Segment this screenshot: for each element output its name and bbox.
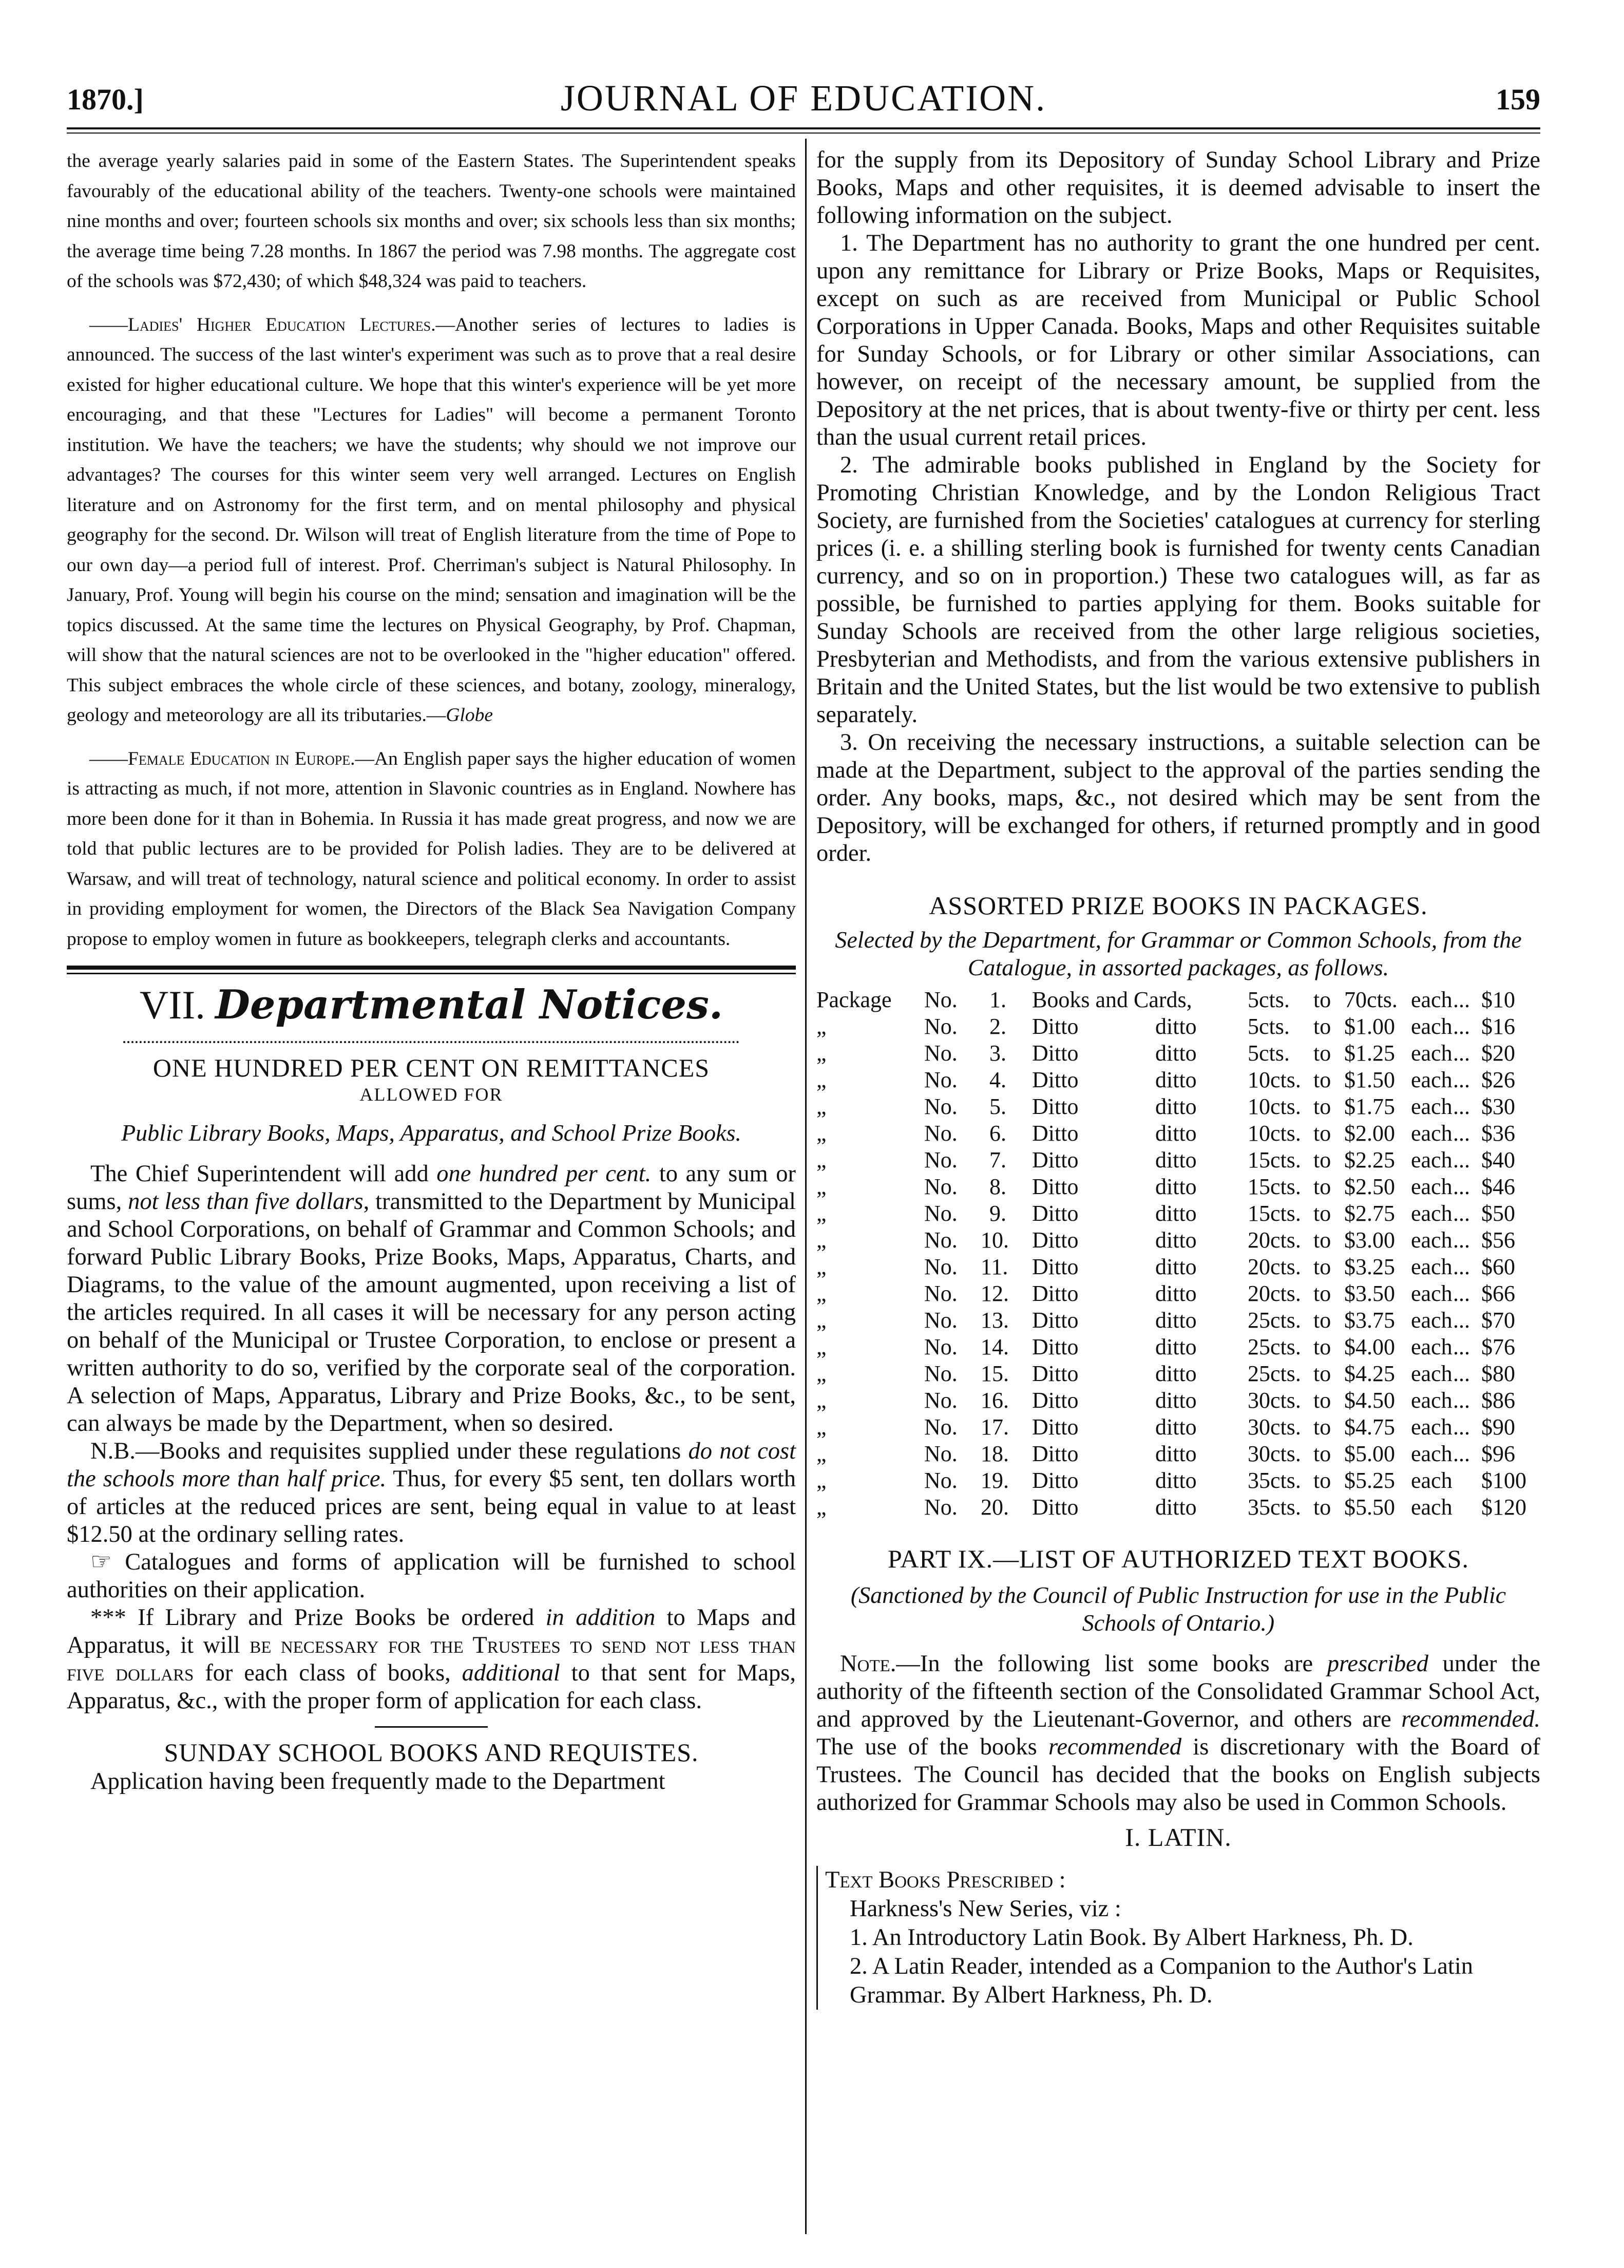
package-cell-p2: $1.75 <box>1344 1094 1395 1119</box>
package-cell-dots: ... <box>1453 1041 1470 1066</box>
package-cell-num: 14. <box>981 1334 1009 1359</box>
package-cell-dots: ... <box>1453 987 1470 1012</box>
package-cell-no: No. <box>924 1174 958 1199</box>
package-cell-dots: ... <box>1453 1147 1470 1173</box>
package-cell-dots: ... <box>1453 1121 1470 1146</box>
package-cell-pkg: „ <box>816 1201 827 1226</box>
package-cell-p1: 25cts. <box>1248 1334 1301 1359</box>
package-cell-p2: $3.75 <box>1344 1308 1395 1333</box>
package-cell-dots: ... <box>1453 1334 1470 1359</box>
package-cell-no: No. <box>924 1121 958 1146</box>
package-cell-pkg: „ <box>816 1067 827 1092</box>
package-row <box>816 1494 1540 1521</box>
package-cell-d2: ditto <box>1155 1121 1197 1146</box>
package-cell-p1: 15cts. <box>1248 1174 1301 1199</box>
package-cell-p2: $3.00 <box>1344 1227 1395 1253</box>
package-cell-each: each <box>1411 1094 1453 1119</box>
package-cell-each: each <box>1411 1227 1453 1253</box>
package-cell-amt: $76 <box>1481 1334 1515 1359</box>
package-cell-p1: 35cts. <box>1248 1468 1301 1493</box>
sunday-school-continuation: for the supply from its Depository of Sunday School Library and Prize Books, Maps and other requisites, it is deemed advisable to insert the following information on the subject. <box>816 147 1540 229</box>
package-cell-no: No. <box>924 1414 958 1440</box>
package-cell-no: No. <box>924 1014 958 1039</box>
package-cell-num: 13. <box>981 1308 1009 1333</box>
package-cell-dots: ... <box>1453 1361 1470 1386</box>
package-cell-pkg: „ <box>816 1334 827 1359</box>
package-cell-amt: $96 <box>1481 1441 1515 1466</box>
package-cell-num: 4. <box>989 1067 1006 1092</box>
package-cell-d1: Ditto <box>1032 1334 1079 1359</box>
short-divider <box>375 1726 488 1728</box>
harkness-series: Harkness's New Series, viz : <box>850 1896 1121 1922</box>
page-number: 159 <box>1496 83 1540 116</box>
package-cell-to: to <box>1313 1308 1331 1333</box>
package-cell-d1: Ditto <box>1032 1254 1079 1279</box>
package-cell-pkg: „ <box>816 1254 827 1279</box>
sunday-item-3: 3. On receiving the necessary instructions, a suitable selection can be made at the Department, subject to the approval of the parties sending the order. Any books, maps, &c., not desired which may be sent from the Depository, will be exchanged for others, if returned promptly and in good order. <box>816 729 1540 866</box>
package-cell-d1: Books and Cards, <box>1032 987 1192 1012</box>
remittances-italic-subtitle: Public Library Books, Maps, Apparatus, and School Prize Books. <box>121 1120 741 1146</box>
package-cell-to: to <box>1313 1067 1331 1092</box>
package-cell-num: 10. <box>981 1227 1009 1253</box>
package-cell-p2: $4.75 <box>1344 1414 1395 1440</box>
package-row <box>816 1067 1540 1093</box>
section-title: Departmental Notices. <box>215 981 723 1028</box>
package-cell-dots: ... <box>1453 1388 1470 1413</box>
package-row <box>816 1174 1540 1200</box>
package-cell-d2: ditto <box>1155 1388 1197 1413</box>
package-cell-d1: Ditto <box>1032 1414 1079 1440</box>
package-cell-to: to <box>1313 1094 1331 1119</box>
package-cell-no: No. <box>924 1361 958 1386</box>
package-cell-d2: ditto <box>1155 1468 1197 1493</box>
sunday-school-paragraph-start: Application having been frequently made to the Department <box>90 1768 665 1794</box>
package-cell-p1: 10cts. <box>1248 1067 1301 1092</box>
package-cell-each: each <box>1411 1334 1453 1359</box>
package-cell-p1: 10cts. <box>1248 1121 1301 1146</box>
package-cell-each: each <box>1411 1067 1453 1092</box>
package-cell-d1: Ditto <box>1032 1094 1079 1119</box>
package-row <box>816 1441 1540 1467</box>
package-row <box>816 1147 1540 1174</box>
package-cell-pkg: „ <box>816 1308 827 1333</box>
section-rule-thick <box>67 966 796 970</box>
package-cell-amt: $50 <box>1481 1201 1515 1226</box>
package-cell-num: 7. <box>989 1147 1006 1173</box>
package-cell-d2: ditto <box>1155 1174 1197 1199</box>
package-cell-p2: $3.25 <box>1344 1254 1395 1279</box>
package-cell-p2: $5.50 <box>1344 1495 1395 1520</box>
package-cell-p2: $4.50 <box>1344 1388 1395 1413</box>
package-row <box>816 1120 1540 1147</box>
package-cell-amt: $26 <box>1481 1067 1515 1092</box>
package-cell-each: each <box>1411 1388 1453 1413</box>
package-row <box>816 1200 1540 1227</box>
package-cell-p1: 20cts. <box>1248 1227 1301 1253</box>
package-cell-num: 20. <box>981 1495 1009 1520</box>
package-cell-to: to <box>1313 1495 1331 1520</box>
package-cell-no: No. <box>924 1067 958 1092</box>
female-education-body: —An English paper says the higher education of women is attracting as much, if not more, attention in Slavonic countries as in England. Nowhere has more been done for it than in Bohemia. In Russia it has made great progress, and now we are told that public lectures are to be provided for Polish ladies. They are to be delivered at Warsaw, and will treat of technology, natural science and political economy. In order to assist in providing employment for women, the Directors of the Black Sea Navigation Company propose to employ women in future as bookkeepers, telegraph clerks and accountants. <box>67 748 796 950</box>
ladies-lectures-paragraph <box>67 310 796 731</box>
running-head <box>67 72 1540 128</box>
sunday-school-start <box>67 1768 796 1796</box>
package-cell-to: to <box>1313 1147 1331 1173</box>
package-cell-pkg: „ <box>816 1361 827 1386</box>
package-cell-to: to <box>1313 1014 1331 1039</box>
remittances-subheading: ALLOWED FOR <box>359 1084 503 1105</box>
package-table <box>816 987 1540 1521</box>
part-ix-heading: PART IX.—LIST OF AUTHORIZED TEXT BOOKS. <box>888 1544 1469 1573</box>
package-cell-p2: $2.25 <box>1344 1147 1395 1173</box>
head-year: 1870.] <box>67 83 144 116</box>
package-cell-d2: ditto <box>1155 1281 1197 1306</box>
package-cell-d2: ditto <box>1155 1201 1197 1226</box>
sunday-school-body <box>816 146 1540 867</box>
nb-paragraph: N.B.—Books and requisites supplied under these regulations do not cost the schools more than half price. Thus, for every $5 sent, ten dollars worth of articles at the reduced prices are sent, being equal in value to at least $12.50 at the ordinary selling rates. <box>67 1438 796 1547</box>
catalogues-paragraph: ☞ Catalogues and forms of application will be furnished to school authorities on their application. <box>67 1549 796 1603</box>
package-cell-p1: 30cts. <box>1248 1414 1301 1440</box>
package-cell-amt: $90 <box>1481 1414 1515 1440</box>
package-cell-each: each <box>1411 1361 1453 1386</box>
package-cell-num: 17. <box>981 1414 1009 1440</box>
package-cell-each: each <box>1411 1254 1453 1279</box>
package-cell-d1: Ditto <box>1032 1281 1079 1306</box>
package-cell-no: No. <box>924 1334 958 1359</box>
package-cell-pkg: Package <box>816 987 892 1012</box>
remittances-paragraph: The Chief Superintendent will add one hundred per cent. to any sum or sums, not less than five dollars, transmitted to the Department by Municipal and School Corporations, on behalf of Grammar and Common Schools; and forward Public Library Books, Prize Books, Maps, Apparatus, Charts, and Diagrams, to the value of the amount augmented, upon receiving a list of the articles required. In all cases it will be necessary for any person acting on behalf of the Municipal or Trustee Corporation, to enclose or present a written authority to do so, verified by the corporate seal of the corporation. A selection of Maps, Apparatus, Library and Prize Books, &c., to be sent, can always be made by the Department, when so desired. <box>67 1161 796 1437</box>
package-cell-amt: $70 <box>1481 1308 1515 1333</box>
package-cell-dots: ... <box>1453 1441 1470 1466</box>
package-cell-no: No. <box>924 1094 958 1119</box>
package-cell-amt: $120 <box>1481 1495 1526 1520</box>
sunday-item-1: 1. The Department has no authority to grant the one hundred per cent. upon any remittance for Library or Prize Books, Maps or Requisites, except on such as are received from Municipal or Public School Corporations in Upper Canada. Books, Maps and other Requisites suitable for Sunday Schools, or for Library or other similar Associations, can however, on receipt of the necessary amount, be supplied from the Depository at the net prices, that is about twenty-five or thirty per cent. less than the usual current retail prices. <box>816 230 1540 450</box>
package-cell-pkg: „ <box>816 1495 827 1520</box>
package-cell-p2: 70cts. <box>1344 987 1398 1012</box>
remittances-body <box>67 1160 796 1715</box>
package-cell-num: 19. <box>981 1468 1009 1493</box>
right-column <box>816 146 1540 2010</box>
ladies-lectures-source: Globe <box>446 705 493 726</box>
package-cell-to: to <box>1313 1201 1331 1226</box>
package-cell-d1: Ditto <box>1032 1495 1079 1520</box>
package-cell-d1: Ditto <box>1032 1227 1079 1253</box>
package-cell-p2: $3.50 <box>1344 1281 1395 1306</box>
eastern-states-paragraph: the average yearly salaries paid in some of the Eastern States. The Superintendent speaks favourably of the educational ability of the teachers. Twenty-one schools were maintained nine months and over; fourteen schools six months and over; six schools less than six months; the average time being 7.28 months. In 1867 the period was 7.98 months. The aggregate cost of the schools was $72,430; of which $48,324 was paid to teachers. <box>67 150 796 292</box>
package-cell-d2: ditto <box>1155 1334 1197 1359</box>
package-cell-dots: ... <box>1453 1174 1470 1199</box>
package-row <box>816 1227 1540 1254</box>
package-cell-pkg: „ <box>816 1094 827 1119</box>
package-cell-no: No. <box>924 1281 958 1306</box>
package-cell-p2: $1.50 <box>1344 1067 1395 1092</box>
package-cell-p2: $2.75 <box>1344 1201 1395 1226</box>
package-cell-each: each <box>1411 1174 1453 1199</box>
section-number: VII. <box>139 982 205 1027</box>
package-cell-no: No. <box>924 1201 958 1226</box>
package-cell-d1: Ditto <box>1032 1468 1079 1493</box>
package-row <box>816 987 1540 1013</box>
package-cell-d2: ditto <box>1155 1361 1197 1386</box>
part-ix-italic-subtitle: (Sanctioned by the Council of Public Instruction for use in the Public Schools of Ontario.) <box>850 1582 1506 1636</box>
package-cell-no: No. <box>924 987 958 1012</box>
package-cell-pkg: „ <box>816 1174 827 1199</box>
package-cell-p2: $5.00 <box>1344 1441 1395 1466</box>
package-cell-num: 12. <box>981 1281 1009 1306</box>
sunday-item-2: 2. The admirable books published in England by the Society for Promoting Christian Knowledge, and by the London Religious Tract Society, are furnished from the Societies' catalogues at currency for sterling prices (i. e. a shilling sterling book is furnished for twenty cents Canadian currency, and so on in proportion.) These two catalogues will, as far as possible, be furnished to parties applying for them. Books suitable for Sunday Schools are received from the other large religious societies, Presbyterian and Methodists, and from the various extensive publishers in Britain and the United States, but the list would be two extensive to publish separately. <box>816 452 1540 728</box>
package-cell-no: No. <box>924 1041 958 1066</box>
package-cell-to: to <box>1313 1361 1331 1386</box>
package-cell-dots: ... <box>1453 1201 1470 1226</box>
package-cell-pkg: „ <box>816 1041 827 1066</box>
package-cell-p2: $2.00 <box>1344 1121 1395 1146</box>
package-cell-no: No. <box>924 1495 958 1520</box>
package-cell-p1: 15cts. <box>1248 1147 1301 1173</box>
package-row <box>816 1387 1540 1414</box>
package-cell-each: each <box>1411 987 1453 1012</box>
package-cell-no: No. <box>924 1441 958 1466</box>
package-cell-d2: ditto <box>1155 1495 1197 1520</box>
package-cell-num: 6. <box>989 1121 1006 1146</box>
package-cell-num: 2. <box>989 1014 1006 1039</box>
package-cell-p2: $1.25 <box>1344 1041 1395 1066</box>
package-cell-d1: Ditto <box>1032 1308 1079 1333</box>
package-cell-d2: ditto <box>1155 1414 1197 1440</box>
package-cell-each: each <box>1411 1414 1453 1440</box>
package-cell-to: to <box>1313 1227 1331 1253</box>
package-cell-dots: ... <box>1453 1414 1470 1440</box>
package-cell-pkg: „ <box>816 1014 827 1039</box>
package-cell-amt: $46 <box>1481 1174 1515 1199</box>
package-cell-p2: $5.25 <box>1344 1468 1395 1493</box>
package-row <box>816 1013 1540 1040</box>
latin-textbooks <box>816 1866 1540 2010</box>
package-cell-d1: Ditto <box>1032 1147 1079 1173</box>
package-cell-p1: 20cts. <box>1248 1281 1301 1306</box>
package-cell-p1: 15cts. <box>1248 1201 1301 1226</box>
package-cell-each: each <box>1411 1468 1453 1493</box>
column-divider <box>805 139 807 2234</box>
ladies-lectures-body: —Another series of lectures to ladies is announced. The success of the last winter's experiment was such as to prove that a real desire existed for higher educational culture. We hope that this winter's experience will be yet more encouraging, and that these "Lectures for Ladies" will become a permanent Toronto institution. We have the teachers; we have the students; why should we not improve our advantages? The courses for this winter seem very well arranged. Lectures on English literature and on Astronomy for the first term, and on mental philosophy and physical geography for the second. Dr. Wilson will treat of English literature from the time of Pope to our own day—a period full of interest. Prof. Cherriman's subject is Natural Philosophy. In January, Prof. Young will begin his course on the mind; sensation and imagination will be the topics discussed. At the same time the lectures on Physical Geography, by Prof. Chapman, will show that the natural sciences are not to be overlooked in the "higher education" offered. This subject embraces the whole circle of these sciences, and botany, zoology, mineralogy, geology and meteorology are all its tributaries.— <box>67 314 796 726</box>
package-cell-to: to <box>1313 1334 1331 1359</box>
head-rule <box>67 127 1540 134</box>
package-cell-dots: ... <box>1453 1254 1470 1279</box>
package-cell-p1: 5cts. <box>1248 987 1290 1012</box>
package-cell-d1: Ditto <box>1032 1441 1079 1466</box>
package-cell-p2: $2.50 <box>1344 1174 1395 1199</box>
package-cell-p1: 25cts. <box>1248 1308 1301 1333</box>
package-cell-to: to <box>1313 1041 1331 1066</box>
package-cell-each: each <box>1411 1147 1453 1173</box>
package-row <box>816 1040 1540 1067</box>
package-cell-p1: 25cts. <box>1248 1361 1301 1386</box>
package-cell-to: to <box>1313 1174 1331 1199</box>
prize-books-heading: ASSORTED PRIZE BOOKS IN PACKAGES. <box>929 891 1428 920</box>
package-cell-p1: 5cts. <box>1248 1041 1290 1066</box>
latin-heading: I. LATIN. <box>1125 1823 1232 1851</box>
package-cell-num: 5. <box>989 1094 1006 1119</box>
package-cell-num: 18. <box>981 1441 1009 1466</box>
section-heading <box>67 979 796 1031</box>
package-cell-d2: ditto <box>1155 1041 1197 1066</box>
remittances-heading: ONE HUNDRED PER CENT ON REMITTANCES <box>152 1053 710 1082</box>
package-cell-d2: ditto <box>1155 1254 1197 1279</box>
package-cell-num: 3. <box>989 1041 1006 1066</box>
library-paragraph: *** If Library and Prize Books be ordered in addition to Maps and Apparatus, it will be necessary for the Trustees to send not less than five dollars for each class of books, additional to that sent for Maps, Apparatus, &c., with the proper form of application for each class. <box>67 1604 796 1714</box>
package-cell-num: 1. <box>989 987 1006 1012</box>
package-cell-num: 8. <box>989 1174 1006 1199</box>
package-cell-pkg: „ <box>816 1414 827 1440</box>
package-cell-p1: 20cts. <box>1248 1254 1301 1279</box>
package-cell-each: each <box>1411 1281 1453 1306</box>
package-cell-each: each <box>1411 1201 1453 1226</box>
package-cell-d1: Ditto <box>1032 1041 1079 1066</box>
news-items <box>67 146 796 954</box>
left-column <box>67 146 796 1796</box>
package-cell-pkg: „ <box>816 1227 827 1253</box>
package-cell-no: No. <box>924 1308 958 1333</box>
package-cell-dots: ... <box>1453 1014 1470 1039</box>
package-cell-amt: $80 <box>1481 1361 1515 1386</box>
package-cell-num: 11. <box>981 1254 1008 1279</box>
female-education-paragraph <box>67 744 796 955</box>
package-cell-d2: ditto <box>1155 1308 1197 1333</box>
package-cell-d2: ditto <box>1155 1094 1197 1119</box>
prize-books-italic-subtitle: Selected by the Department, for Grammar or Common Schools, from the Catalogue, in assorted packages, as follows. <box>835 927 1522 980</box>
package-cell-to: to <box>1313 1254 1331 1279</box>
package-cell-each: each <box>1411 1308 1453 1333</box>
package-cell-amt: $40 <box>1481 1147 1515 1173</box>
package-cell-amt: $86 <box>1481 1388 1515 1413</box>
package-cell-amt: $60 <box>1481 1254 1515 1279</box>
package-cell-d2: ditto <box>1155 1227 1197 1253</box>
package-cell-num: 15. <box>981 1361 1009 1386</box>
package-row <box>816 1467 1540 1494</box>
package-cell-each: each <box>1411 1014 1453 1039</box>
package-cell-d1: Ditto <box>1032 1361 1079 1386</box>
package-row <box>816 1414 1540 1441</box>
package-cell-no: No. <box>924 1147 958 1173</box>
package-cell-d1: Ditto <box>1032 1201 1079 1226</box>
package-cell-d1: Ditto <box>1032 1388 1079 1413</box>
part-ix-note <box>816 1650 1540 1817</box>
package-cell-to: to <box>1313 1414 1331 1440</box>
package-cell-dots: ... <box>1453 1227 1470 1253</box>
female-education-title: ——Female Education in Europe. <box>89 748 355 769</box>
package-cell-d2: ditto <box>1155 1441 1197 1466</box>
package-cell-dots: ... <box>1453 1281 1470 1306</box>
package-cell-amt: $36 <box>1481 1121 1515 1146</box>
ladies-lectures-title: ——Ladies' Higher Education Lectures. <box>89 314 436 335</box>
package-cell-no: No. <box>924 1468 958 1493</box>
package-cell-to: to <box>1313 1441 1331 1466</box>
package-cell-d1: Ditto <box>1032 1174 1079 1199</box>
package-cell-p2: $4.25 <box>1344 1361 1395 1386</box>
package-cell-d1: Ditto <box>1032 1121 1079 1146</box>
package-cell-p1: 5cts. <box>1248 1014 1290 1039</box>
package-cell-num: 9. <box>989 1201 1006 1226</box>
package-cell-d2: ditto <box>1155 1014 1197 1039</box>
package-cell-amt: $10 <box>1481 987 1515 1012</box>
package-cell-amt: $56 <box>1481 1227 1515 1253</box>
package-cell-p2: $1.00 <box>1344 1014 1395 1039</box>
package-cell-amt: $30 <box>1481 1094 1515 1119</box>
package-cell-pkg: „ <box>816 1441 827 1466</box>
package-cell-dots: ... <box>1453 1067 1470 1092</box>
package-cell-to: to <box>1313 1281 1331 1306</box>
package-cell-each: each <box>1411 1041 1453 1066</box>
package-cell-dots: ... <box>1453 1094 1470 1119</box>
package-row <box>816 1254 1540 1280</box>
package-cell-p1: 30cts. <box>1248 1441 1301 1466</box>
package-cell-each: each <box>1411 1495 1453 1520</box>
package-cell-pkg: „ <box>816 1281 827 1306</box>
wavy-rule <box>123 1031 739 1043</box>
package-row <box>816 1307 1540 1334</box>
package-cell-dots: ... <box>1453 1308 1470 1333</box>
package-cell-d2: ditto <box>1155 1147 1197 1173</box>
package-cell-to: to <box>1313 1468 1331 1493</box>
package-row <box>816 1334 1540 1360</box>
package-cell-to: to <box>1313 1121 1331 1146</box>
note-paragraph: Note.—In the following list some books are prescribed under the authority of the fifteenth section of the Consolidated Grammar School Act, and approved by the Lieutenant-Governor, and others are recommended. The use of the books recommended is discretionary with the Board of Trustees. The Council has decided that the books on English subjects authorized for Grammar Schools may also be used in Common Schools. <box>816 1651 1540 1816</box>
section-rule-thin <box>67 973 796 974</box>
package-cell-amt: $100 <box>1481 1468 1526 1493</box>
package-cell-amt: $20 <box>1481 1041 1515 1066</box>
sunday-school-heading: SUNDAY SCHOOL BOOKS AND REQUISTES. <box>164 1738 699 1767</box>
package-cell-d1: Ditto <box>1032 1067 1079 1092</box>
textbook-2: 2. A Latin Reader, intended as a Companion to the Author's Latin Grammar. By Albert Harkness, Ph. D. <box>850 1953 1473 2008</box>
package-cell-d2: ditto <box>1155 1067 1197 1092</box>
package-cell-to: to <box>1313 987 1331 1012</box>
package-cell-pkg: „ <box>816 1121 827 1146</box>
package-cell-num: 16. <box>981 1388 1009 1413</box>
package-cell-pkg: „ <box>816 1388 827 1413</box>
package-cell-no: No. <box>924 1388 958 1413</box>
textbook-1: 1. An Introductory Latin Book. By Albert Harkness, Ph. D. <box>850 1924 1413 1951</box>
package-cell-p1: 35cts. <box>1248 1495 1301 1520</box>
package-row <box>816 1280 1540 1307</box>
journal-title: JOURNAL OF EDUCATION. <box>560 78 1047 119</box>
package-cell-p1: 30cts. <box>1248 1388 1301 1413</box>
package-cell-no: No. <box>924 1254 958 1279</box>
package-row <box>816 1360 1540 1387</box>
package-row <box>816 1093 1540 1120</box>
package-cell-amt: $16 <box>1481 1014 1515 1039</box>
package-cell-pkg: „ <box>816 1468 827 1493</box>
package-cell-pkg: „ <box>816 1147 827 1173</box>
package-cell-no: No. <box>924 1227 958 1253</box>
package-cell-amt: $66 <box>1481 1281 1515 1306</box>
package-cell-p1: 10cts. <box>1248 1094 1301 1119</box>
package-cell-each: each <box>1411 1441 1453 1466</box>
package-cell-d1: Ditto <box>1032 1014 1079 1039</box>
package-cell-p2: $4.00 <box>1344 1334 1395 1359</box>
package-cell-to: to <box>1313 1388 1331 1413</box>
textbooks-prescribed-label: Text Books Prescribed : <box>825 1867 1066 1893</box>
package-cell-each: each <box>1411 1121 1453 1146</box>
